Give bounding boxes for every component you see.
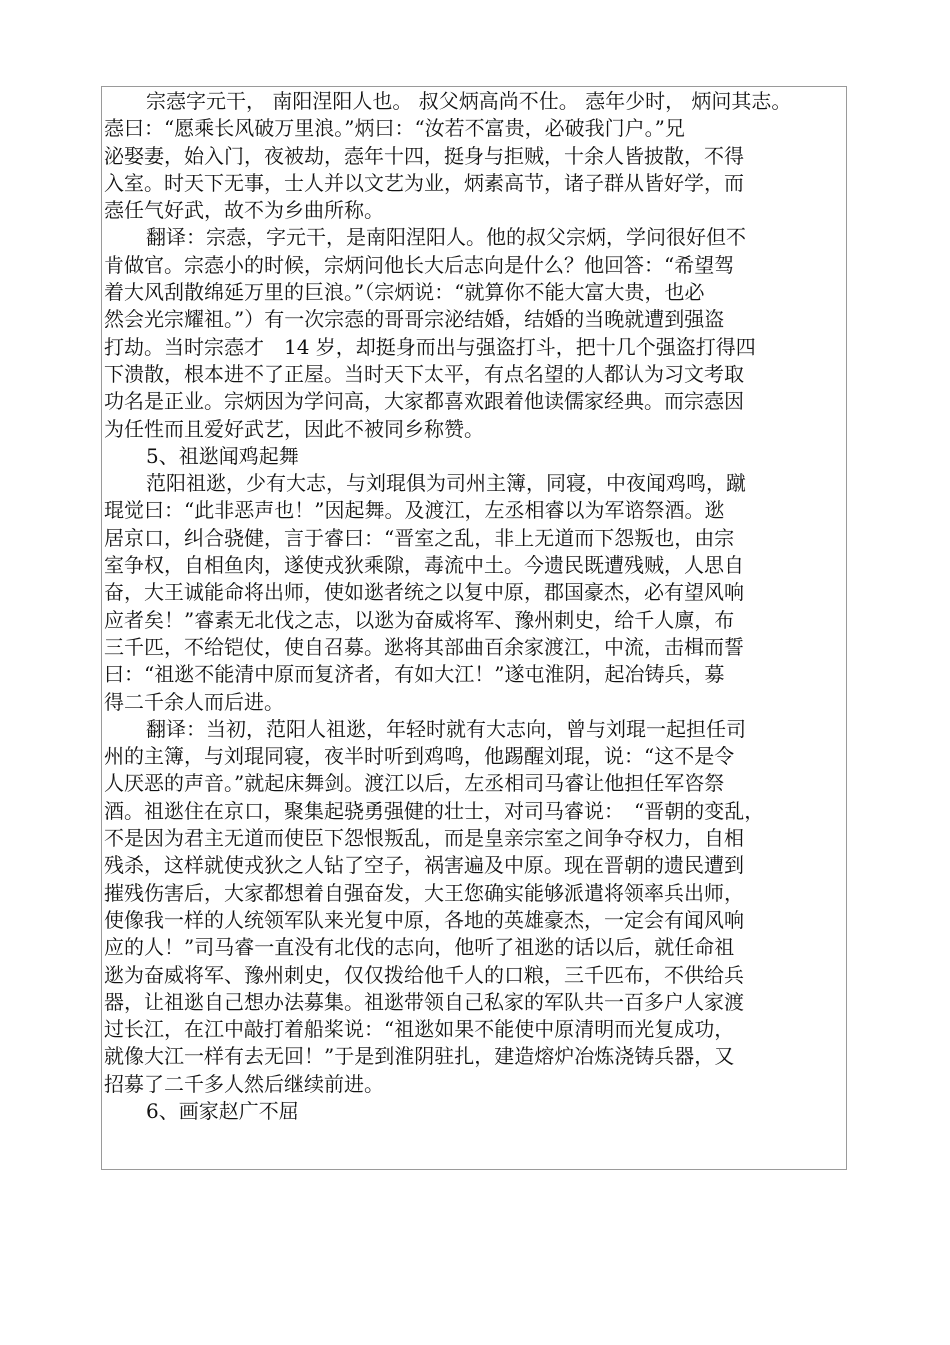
text-line: 摧残伤害后，大家都想着自强奋发，大王您确实能够派遣将领率兵出师，: [104, 880, 744, 905]
text-line: 器，让祖逖自己想办法募集。祖逖带领自己私家的军队共一百多户人家渡: [104, 989, 744, 1014]
text-line: 逖为奋威将军、豫州刺史，仅仅拨给他千人的口粮，三千匹布，不供给兵: [104, 962, 744, 987]
text-line: 不是因为君主无道而使臣下怨恨叛乱，而是皇亲宗室之间争夺权力，自相: [104, 826, 744, 851]
text-line: 曰：“祖逖不能清中原而复济者，有如大江！”遂屯淮阴，起冶铸兵，募: [104, 662, 725, 687]
text-line: 酒。祖逖住在京口，聚集起骁勇强健的壮士，对司马睿说： “晋朝的变乱，: [104, 798, 765, 823]
text-line: 翻译：宗悫，字元干，是南阳涅阳人。他的叔父宗炳，学问很好但不: [146, 225, 746, 250]
text-line: 肯做官。宗悫小的时候，宗炳问他长大后志向是什么？他回答：“希望驾: [104, 252, 735, 277]
text-line: 宗悫字元干， 南阳涅阳人也。 叔父炳高尚不仕。 悫年少时， 炳问其志。: [146, 89, 792, 113]
text-line: 奋，大王诚能命将出师，使如逖者统之以复中原，郡国豪杰，必有望风响: [104, 580, 744, 605]
text-line: 翻译：当初，范阳人祖逖，年轻时就有大志向，曾与刘琨一起担任司: [146, 716, 746, 741]
section-heading: 5、祖逖闻鸡起舞: [146, 443, 299, 468]
text-line: 功名是正业。宗炳因为学问高，大家都喜欢跟着他读儒家经典。而宗悫因: [104, 389, 744, 414]
text-line: 残杀，这样就使戎狄之人钻了空子，祸害遍及中原。现在晋朝的遗民遭到: [104, 853, 744, 878]
document-body: [104, 88, 846, 1125]
text-line: 人厌恶的声音。”就起床舞剑。渡江以后，左丞相司马睿让他担任军咨祭: [104, 771, 725, 796]
text-line: 着大风刮散绵延万里的巨浪。”（宗炳说：“就算你不能大富大贵，也必: [104, 280, 705, 305]
text-line: 打劫。当时宗悫才 14 岁，却挺身而出与强盗打斗，把十几个强盗打得四: [104, 334, 756, 359]
text-line: 室争权，自相鱼肉，遂使戎狄乘隙，毒流中土。今遗民既遭残贼，人思自: [104, 553, 744, 578]
text-line: 琨觉曰：“此非恶声也！”因起舞。及渡江，左丞相睿以为军谘祭酒。逖: [104, 498, 725, 523]
text-line: 得二千余人而后进。: [104, 689, 284, 714]
text-line: 下溃散，根本进不了正屋。当时天下太平，有点名望的人都认为习文考取: [104, 361, 744, 386]
text-line: 应的人！”司马睿一直没有北伐的志向，他听了祖逖的话以后，就任命祖: [104, 935, 735, 960]
text-line: 过长江，在江中敲打着船桨说：“祖逖如果不能使中原清明而光复成功，: [104, 1017, 735, 1042]
text-line: 然会光宗耀祖。”）有一次宗悫的哥哥宗泌结婚，结婚的当晚就遭到强盗: [104, 307, 725, 332]
text-line: 州的主簿，与刘琨同寝，夜半时听到鸡鸣，他踢醒刘琨，说：“这不是令: [104, 744, 735, 769]
section-heading: 6、画家赵广不屈: [146, 1098, 299, 1123]
text-line: 悫任气好武，故不为乡曲所称。: [104, 198, 384, 223]
text-line: 就像大江一样有去无回！”于是到淮阴驻扎，建造熔炉冶炼浇铸兵器，又: [104, 1044, 735, 1069]
text-line: 悫曰：“愿乘长风破万里浪。”炳曰：“汝若不富贵，必破我门户。”兄: [104, 116, 685, 141]
text-line: 应者矣！”睿素无北伐之志，以逖为奋威将军、豫州刺史，给千人廪，布: [104, 607, 735, 632]
text-line: 居京口，纠合骁健，言于睿曰：“晋室之乱，非上无道而下怨叛也，由宗: [104, 525, 735, 550]
text-line: 范阳祖逖，少有大志，与刘琨俱为司州主簿，同寝，中夜闻鸡鸣，蹴: [146, 471, 746, 496]
text-line: 泌娶妻，始入门，夜被劫，悫年十四，挺身与拒贼，十余人皆披散，不得: [104, 143, 744, 168]
text-line: 为任性而且爱好武艺，因此不被同乡称赞。: [104, 416, 484, 441]
text-line: 招募了二千多人然后继续前进。: [104, 1071, 384, 1096]
text-line: 三千匹，不给铠仗，使自召募。逖将其部曲百余家渡江，中流，击楫而誓: [104, 634, 744, 659]
text-line: 入室。时天下无事，士人并以文艺为业，炳素高节，诸子群从皆好学，而: [104, 170, 744, 195]
text-line: 使像我一样的人统领军队来光复中原，各地的英雄豪杰，一定会有闻风响: [104, 907, 744, 932]
